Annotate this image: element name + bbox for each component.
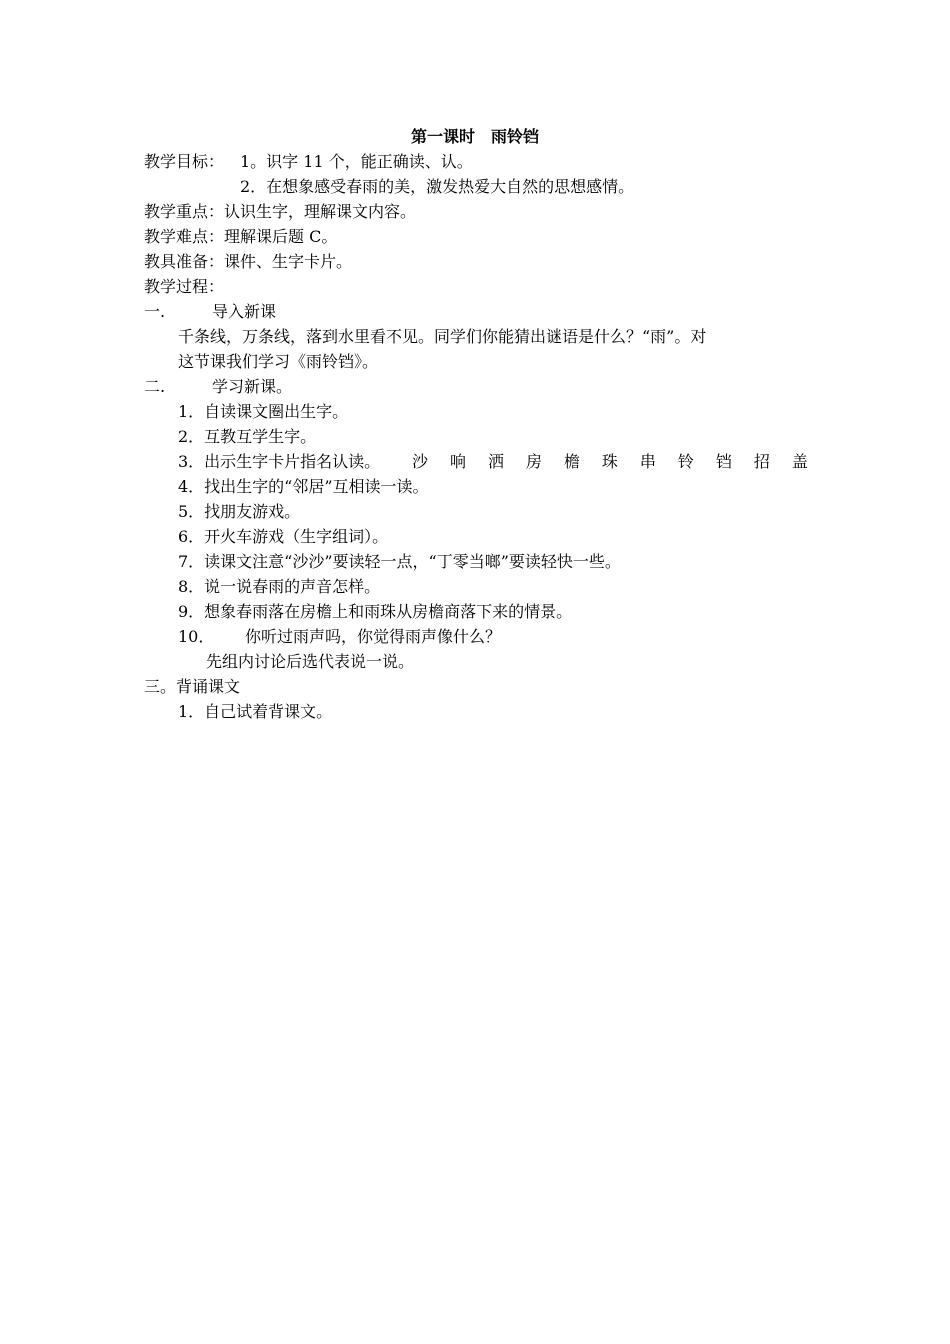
objective-2: 2．在想象感受春雨的美，激发热爱大自然的思想感情。 — [240, 177, 635, 196]
objectives-label: 教学目标： — [144, 152, 225, 171]
character-item: 响 — [449, 452, 466, 471]
step-item: 1．自己试着背课文。 — [178, 702, 333, 721]
section1-number: 一. — [144, 302, 166, 321]
character-item: 铛 — [715, 452, 732, 471]
character-item: 珠 — [601, 452, 618, 471]
process-label: 教学过程： — [144, 277, 225, 296]
key-points: 教学重点：认识生字，理解课文内容。 — [144, 202, 417, 221]
step-item: 4．找出生字的“邻居”互相读一读。 — [178, 477, 429, 496]
document-title: 第一课时 雨铃铛 — [410, 127, 539, 146]
section3-title: 三。背诵课文 — [144, 677, 241, 696]
character-item: 串 — [639, 452, 656, 471]
character-item: 铃 — [677, 452, 694, 471]
section2-title: 学习新课。 — [212, 377, 293, 396]
objective-1: 1。识字 11 个，能正确读、认。 — [240, 152, 473, 171]
character-item: 招 — [753, 452, 770, 471]
step-item: 2．互教互学生字。 — [178, 427, 317, 446]
section2-number: 二. — [144, 377, 166, 396]
character-list — [412, 450, 808, 474]
section1-text-line2: 这节课我们学习《雨铃铛》。 — [178, 352, 379, 371]
step-10-follow: 先组内讨论后选代表说一说。 — [206, 652, 415, 671]
character-item: 盖 — [791, 452, 808, 471]
character-item: 沙 — [412, 452, 429, 471]
step-10-number: 10． — [178, 627, 215, 646]
step-item: 8．说一说春雨的声音怎样。 — [178, 577, 381, 596]
step-item: 6．开火车游戏（生字组词）。 — [178, 527, 389, 546]
step-item: 7．读课文注意“沙沙”要读轻一点，“丁零当啷”要读轻快一些。 — [178, 552, 621, 571]
section1-text-line1: 千条线，万条线，落到水里看不见。同学们你能猜出谜语是什么？“雨”。对 — [178, 327, 707, 346]
step-item: 3．出示生字卡片指名认读。 — [178, 452, 381, 471]
step-item: 9．想象春雨落在房檐上和雨珠从房檐商落下来的情景。 — [178, 602, 573, 621]
character-item: 房 — [525, 452, 542, 471]
difficulties: 教学难点：理解课后题 C。 — [144, 227, 338, 246]
step-item: 1．自读课文圈出生字。 — [178, 402, 349, 421]
materials: 教具准备：课件、生字卡片。 — [144, 252, 353, 271]
step-item: 5．找朋友游戏。 — [178, 502, 301, 521]
step-10-text: 你听过雨声吗，你觉得雨声像什么？ — [245, 627, 502, 646]
character-item: 檐 — [563, 452, 580, 471]
section1-title: 导入新课 — [212, 302, 277, 321]
character-item: 洒 — [487, 452, 504, 471]
